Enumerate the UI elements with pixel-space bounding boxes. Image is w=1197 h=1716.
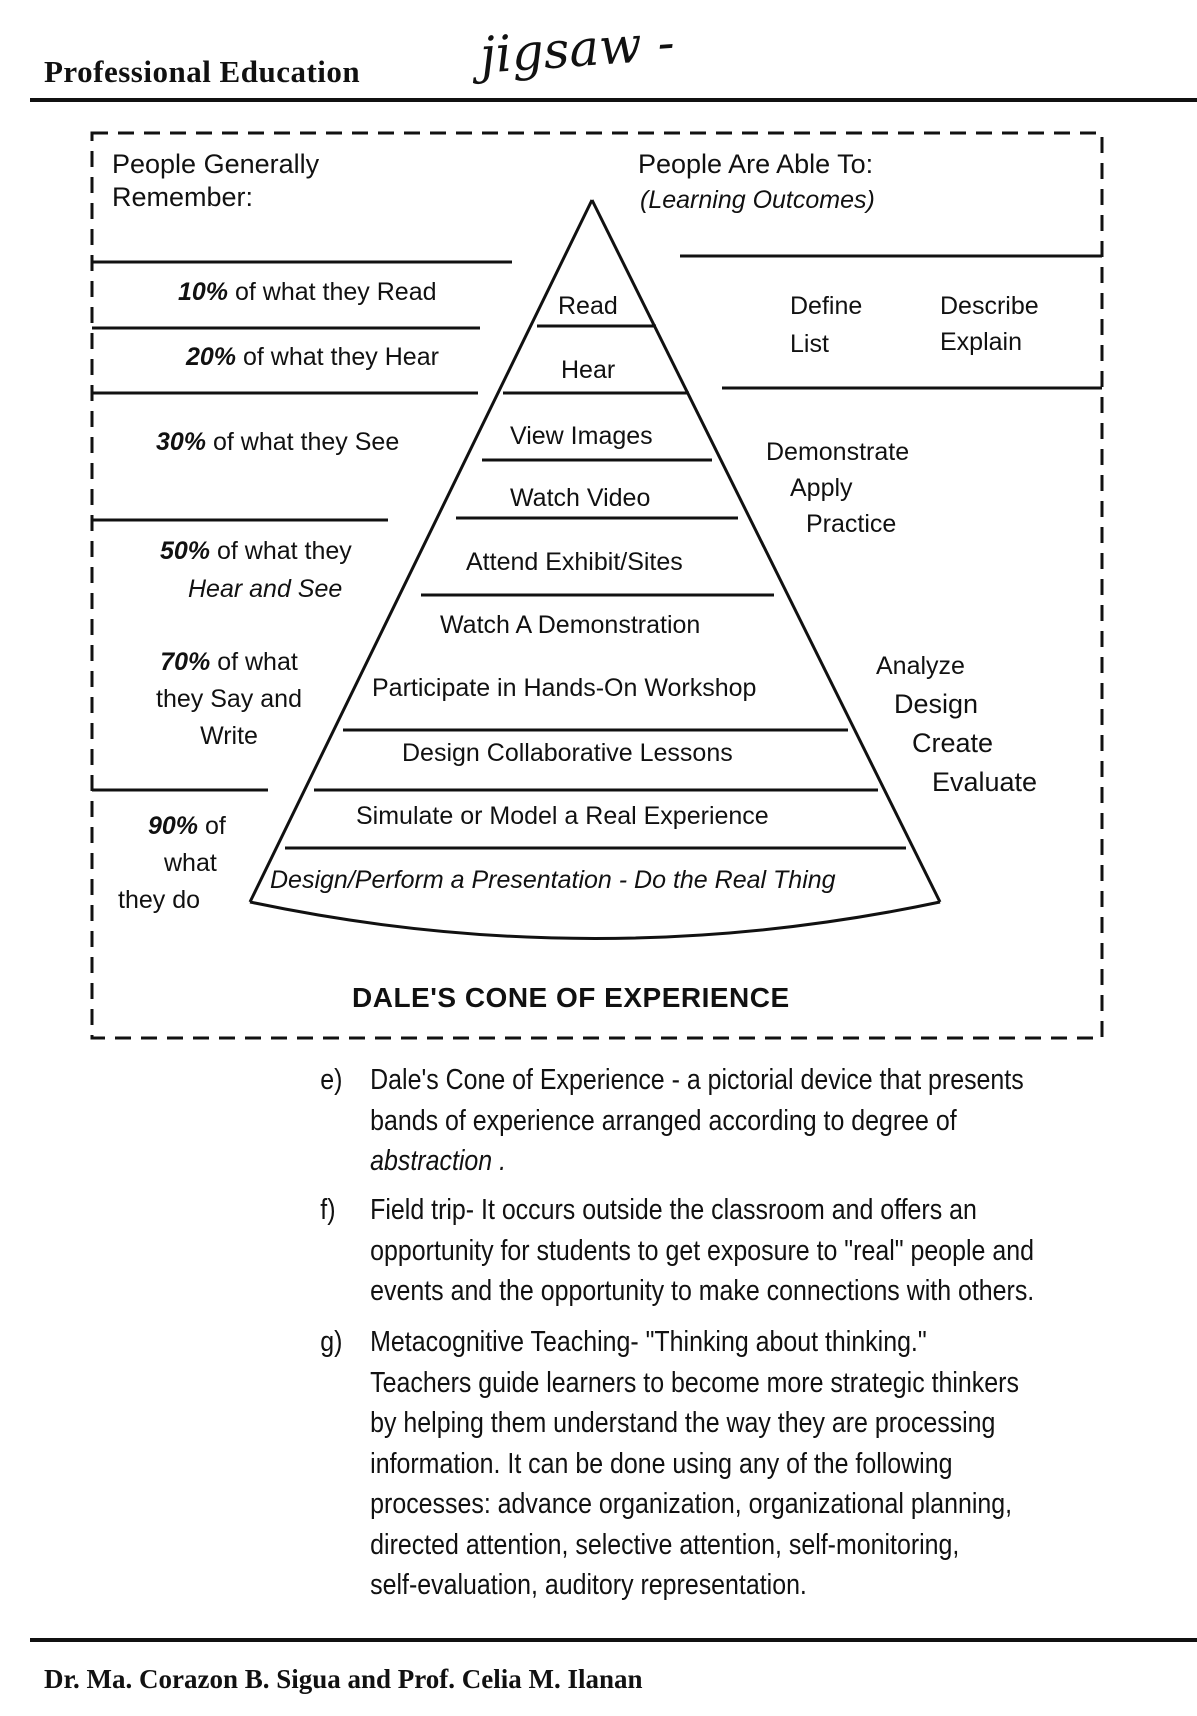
remember-item: 50% of what they Hear and See [160,537,352,603]
outcome-verb: Explain [940,328,1022,356]
list-item-g: g) Metacognitive Teaching- "Thinking about thinking." Teachers guide learners to become more strategic thinkers by helping them understand the way they are processing information. It can be done using any of the following processes: advance organization, organizational planning, directed attention, selective attention, self-monitoring, self-evaluation, auditory representation. [320,1326,1019,1601]
handwritten-note: jigsaw - [478,13,677,85]
remember-item: 10% of what they Read [178,278,437,306]
right-separators [680,256,1102,388]
outcome-verb: Apply [790,474,853,502]
cone-level: Attend Exhibit/Sites [466,548,683,576]
cone-level: Hear [561,356,616,384]
outcome-verb: Practice [806,510,897,538]
right-heading: People Are Able To: [638,149,874,179]
outcome-verb: Demonstrate [766,438,910,466]
remember-item: 90% of what they do [118,812,226,914]
cone-dividers [285,326,906,848]
cone-level: Watch A Demonstration [440,611,701,639]
page-header-title: Professional Education [44,54,361,89]
outcome-verb: List [790,330,829,358]
diagram-caption: DALE'S CONE OF EXPERIENCE [352,982,790,1013]
cone-level: Design Collaborative Lessons [402,739,733,767]
outcome-verb: Define [790,292,863,320]
cone-level: View Images [510,422,653,450]
cone-level: Watch Video [510,484,651,512]
footer-rule [30,1638,1197,1642]
left-heading: People Generally Remember: [112,149,320,212]
remember-item: 20% of what they Hear [186,343,439,371]
right-subheading: (Learning Outcomes) [640,186,875,214]
remember-item: 70% of what they Say and Write [156,648,302,750]
cone-level: Participate in Hands-On Workshop [372,674,757,702]
cone-level: Read [558,292,618,320]
outcome-verb: Evaluate [932,767,1038,797]
remember-item: 30% of what they See [156,428,400,456]
list-item-e: e) Dale's Cone of Experience - a pictorial device that presents bands of experience arranged according to degree of abstraction . [320,1064,1024,1177]
list-item-f: f) Field trip- It occurs outside the classroom and offers an opportunity for students to get exposure to "real" people and events and the opportunity to make connections with others. [320,1194,1035,1307]
outcome-verb: Create [912,728,994,758]
cone-level: Simulate or Model a Real Experience [356,802,769,830]
cone-level: Design/Perform a Presentation - Do the Real Thing [270,866,836,894]
outcome-verb: Describe [940,292,1039,320]
outcome-verb: Analyze [876,652,965,680]
outcome-verb: Design [894,689,979,719]
footer-authors: Dr. Ma. Corazon B. Sigua and Prof. Celia M. Ilanan [44,1664,643,1694]
